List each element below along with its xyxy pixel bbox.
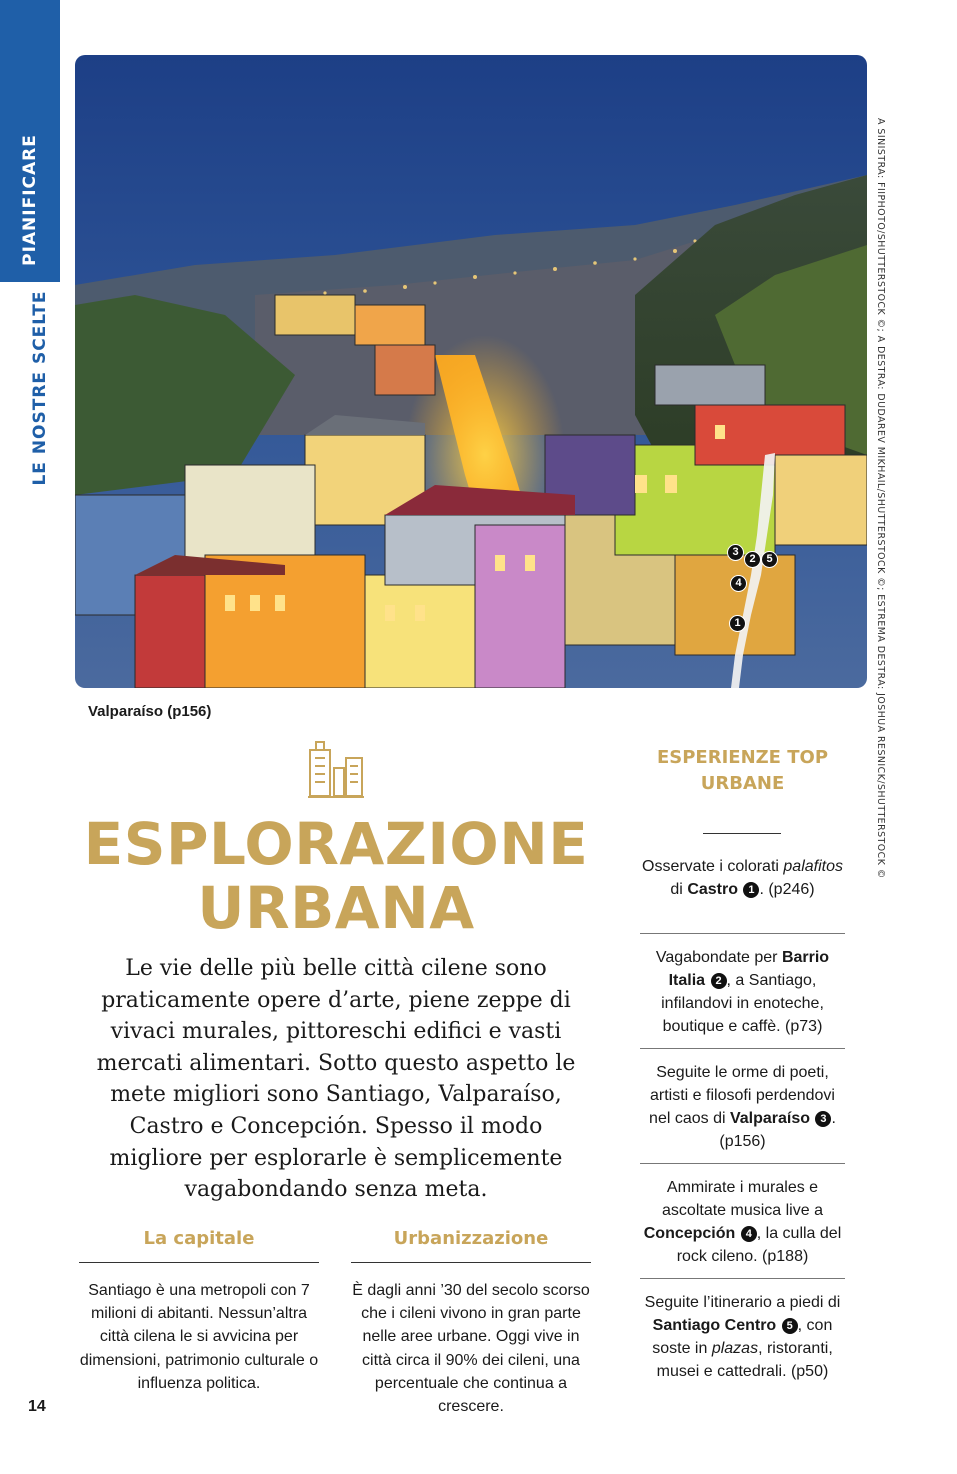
sidebar-heading — [640, 745, 845, 797]
column-heading-capitale: La capitale — [143, 1228, 255, 1249]
subsection-label: LE NOSTRE SCELTE — [30, 290, 50, 486]
valparaiso-photo — [75, 55, 867, 688]
number-1-icon: 1 — [743, 882, 759, 898]
page-title-line2: URBANA — [197, 874, 475, 942]
sidebar-item-santiago-centro: Seguite l’itinerario a piedi di Santiago Centro 5 , con soste in plazas, ristoranti, musei e cattedrali. (p50) — [644, 1294, 841, 1380]
sidebar-divider — [640, 1048, 845, 1049]
column-rule-capitale — [79, 1262, 319, 1263]
sidebar-item-castro: Osservate i colorati palafitos di Castro 1 . (p246) — [642, 858, 843, 898]
photo-credit: A SINISTRA: FIIPHOTO/SHUTTERSTOCK ©; A DESTRA: DUDAREV MIKHAIL/SHUTTERSTOCK ©; ESTREMA DESTRA: JOSHUA RESNICK/SHUTTERSTOCK © — [875, 118, 886, 879]
map-marker-1: 1 — [729, 615, 746, 632]
sidebar-heading-line2: URBANE — [700, 773, 785, 794]
page-title-line1: ESPLORAZIONE — [83, 810, 589, 878]
intro-paragraph: Le vie delle più belle città cilene sono praticamente opere d’arte, piene zeppe di vivaci murales, pittoreschi edifici e vasti mercati alimentari. Sotto questo aspetto le mete migliori sono Santiago, Valparaíso, Castro e Concepción. Spesso il modo migliore per esplorarle è semplicemente vagabondando senza meta. — [96, 956, 576, 1203]
sidebar-heading-line1: ESPERIENZE TOP — [656, 747, 829, 768]
number-5-icon: 5 — [782, 1318, 798, 1334]
column-text-capitale: Santiago è una metropoli con 7 milioni di abitanti. Nessun’altra città cilena le si avvicina per dimensioni, patrimonio culturale o influenza politica. — [79, 1282, 319, 1392]
number-4-icon: 4 — [741, 1226, 757, 1242]
number-2-icon: 2 — [711, 973, 727, 989]
photo-caption: Valparaíso (p156) — [88, 703, 212, 720]
sidebar-divider — [640, 1163, 845, 1164]
map-marker-3: 3 — [727, 544, 744, 561]
column-rule-urbanizzazione — [351, 1262, 591, 1263]
page-number: 14 — [28, 1398, 46, 1415]
valparaiso-photo-illustration — [75, 55, 867, 688]
sidebar-item-valparaiso: Seguite le orme di poeti, artisti e filosofi perdendovi nel caos di Valparaíso 3 . (p156) — [649, 1064, 836, 1150]
section-tab-label: PIANIFICARE — [20, 134, 40, 266]
number-3-icon: 3 — [815, 1111, 831, 1127]
column-text-urbanizzazione: È dagli anni ’30 del secolo scorso che i cileni vivono in gran parte nelle aree urbane. Oggi vive in città circa il 90% dei cileni, una percentuale che continua a crescere. — [352, 1282, 590, 1416]
city-buildings-icon — [306, 740, 366, 805]
sidebar-divider — [640, 933, 845, 934]
map-marker-5: 5 — [761, 551, 778, 568]
sidebar-item-barrio-italia: Vagabondate per Barrio Italia 2 , a Santiago, infilandovi in enoteche, boutique e caffè. (p73) — [655, 949, 830, 1035]
sidebar-rule — [703, 833, 781, 834]
map-marker-4: 4 — [730, 575, 747, 592]
sidebar-item-concepcion: Ammirate i murales e ascoltate musica live a Concepción 4 , la culla del rock cileno. (p188) — [643, 1179, 842, 1265]
column-heading-urbanizzazione: Urbanizzazione — [393, 1228, 549, 1249]
map-marker-2: 2 — [744, 551, 761, 568]
sidebar-divider — [640, 1278, 845, 1279]
